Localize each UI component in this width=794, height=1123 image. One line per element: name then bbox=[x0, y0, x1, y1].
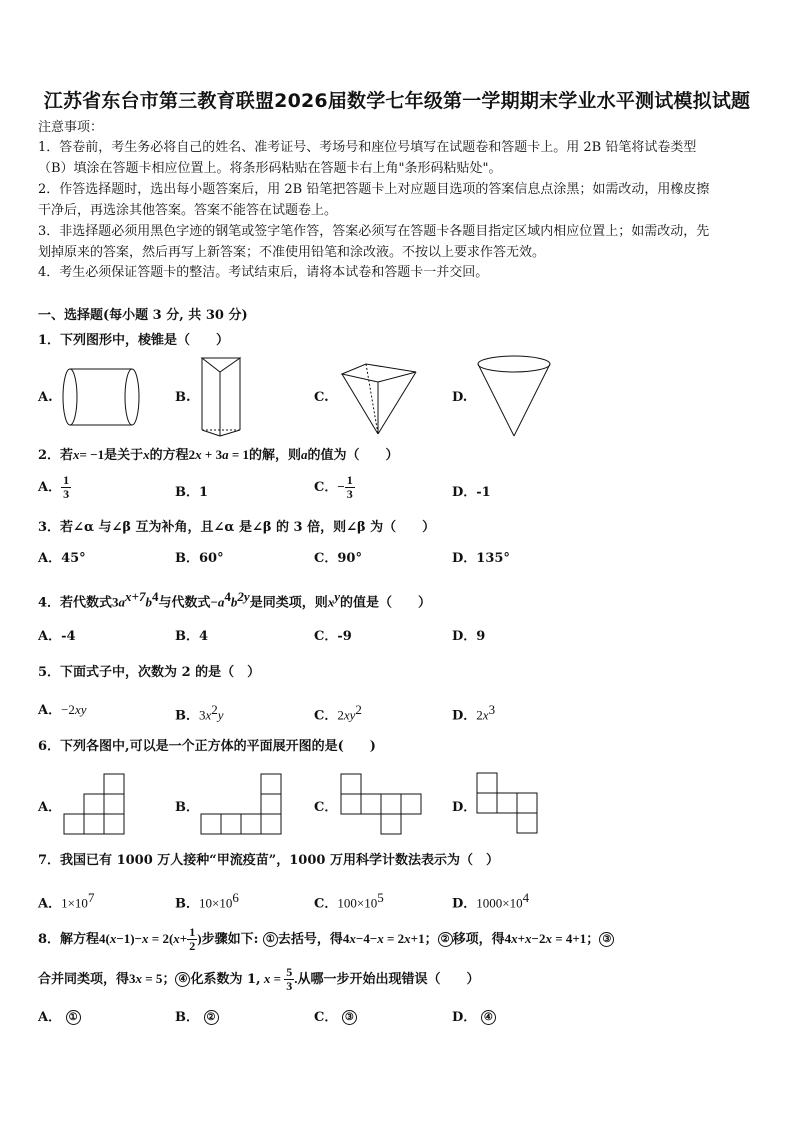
q2-option-b: B．1 bbox=[175, 485, 209, 500]
q2-p3: 的方程 bbox=[149, 448, 189, 463]
q1-option-c-label: C. bbox=[314, 390, 329, 405]
q8-l2b: ； bbox=[162, 972, 176, 987]
q8-b-circle: ② bbox=[204, 1010, 219, 1025]
q8-b-label: B． bbox=[175, 1010, 199, 1025]
q2-option-a bbox=[38, 474, 71, 501]
q5-option-b: B．$3x^2y$ bbox=[175, 702, 224, 724]
q3-option-a: A．45° bbox=[38, 551, 86, 566]
q8-l2d: 从哪一步开始出现错误（ ） bbox=[297, 972, 480, 987]
q8-p6: ； bbox=[586, 932, 600, 947]
q8-c-circle: ③ bbox=[342, 1010, 357, 1025]
q8-line-1: 8．解方程4(x−1)−x = 2(x+ $\frac{1}{2}$ )步骤如下: ① 去括号，得4x−4−x = 2x+1； ② 移项，得4x+x−2x = 4+1； ③ bbox=[38, 926, 614, 953]
notice-line-4: 干净后，再选涂其他答案。答案不能答在试题卷上。 bbox=[38, 203, 338, 218]
q8-l2c: 化系数为 1, bbox=[190, 972, 261, 987]
q8-p4: ； bbox=[424, 932, 438, 947]
q5-b-label: B． bbox=[175, 708, 199, 724]
q1-cylinder-figure bbox=[60, 365, 145, 430]
q2-eq: = −1 bbox=[79, 447, 105, 462]
q8-circle-2: ② bbox=[438, 932, 453, 947]
q6-net-c-figure bbox=[341, 774, 426, 836]
q8-l2a: 合并同类项，得 bbox=[38, 972, 130, 987]
q5-d-label: D． bbox=[452, 708, 477, 724]
q7-b-label: B． bbox=[175, 896, 199, 912]
q2-eq2c: = 1 bbox=[228, 447, 249, 462]
q8-d-circle: ④ bbox=[481, 1010, 496, 1025]
q2-c-sign: − bbox=[337, 479, 345, 494]
q4-stem: 4．若代数式$3a^{x+7}b^4$与代数式$-a^4b^{2y}$是同类项，则$x^y$的值是（ ） bbox=[38, 589, 431, 611]
q6-option-b-label: B． bbox=[175, 800, 199, 815]
q7-option-b: B．$10\times 10^6$ bbox=[175, 890, 239, 912]
q1-stem: 1．下列图形中，棱锥是（ ） bbox=[38, 333, 230, 348]
q4-p3: 是同类项，则 bbox=[249, 595, 328, 611]
q6-option-c-label: C． bbox=[314, 800, 338, 815]
q2-var-x2: x bbox=[143, 447, 150, 462]
q8-option-a bbox=[38, 1008, 81, 1028]
q1-prism-figure bbox=[198, 352, 268, 437]
q2-p2: 是关于 bbox=[104, 448, 144, 463]
q2-var-x: x bbox=[73, 447, 80, 462]
q2-a-label: A． bbox=[38, 480, 62, 495]
q7-stem: 7．我国已有 1000 万人接种“甲流疫苗”，1000 万用科学计数法表示为（ ） bbox=[38, 853, 499, 868]
q8-option-c bbox=[314, 1008, 357, 1028]
q4-p1: 4．若代数式 bbox=[38, 595, 113, 611]
q2-option-d: D．-1 bbox=[452, 485, 491, 500]
q8-p5: 移项，得 bbox=[452, 932, 505, 947]
q5-a-label: A． bbox=[38, 703, 62, 718]
q1-option-b-label: B. bbox=[175, 390, 191, 405]
q5-stem: 5．下面式子中，次数为 2 的是（ ） bbox=[38, 665, 261, 680]
q2-p5: 的值为（ ） bbox=[307, 448, 399, 463]
q6-net-b-figure bbox=[201, 774, 286, 836]
q8-option-b bbox=[175, 1008, 219, 1028]
q8-p3: 去括号，得 bbox=[277, 932, 343, 947]
q5-c-label: C． bbox=[314, 708, 338, 724]
section-heading: 一、选择题(每小题 3 分, 共 30 分) bbox=[38, 308, 248, 323]
q3-option-b: B．60° bbox=[175, 551, 224, 566]
q4-option-a: A．-4 bbox=[38, 629, 76, 644]
notice-heading: 注意事项： bbox=[38, 120, 104, 135]
notice-line-6: 划掉原来的答案，然后再写上新答案；不准使用铅笔和涂改液。不按以上要求作答无效。 bbox=[38, 245, 546, 260]
q8-d-label: D． bbox=[452, 1010, 477, 1025]
q8-option-d bbox=[452, 1008, 496, 1028]
q2-p4: 的解，则 bbox=[249, 448, 302, 463]
q3-option-c: C．90° bbox=[314, 551, 362, 566]
q8-c-label: C． bbox=[314, 1010, 338, 1025]
q2-stem: 2．若x= −1是关于x的方程2x + 3a = 1的解，则a的值为（ ） bbox=[38, 447, 399, 463]
q2-a-num: 1 bbox=[63, 473, 70, 487]
q8-circle-4: ④ bbox=[175, 972, 190, 987]
q1-cone-figure bbox=[474, 354, 559, 439]
q4-option-d: D．9 bbox=[452, 629, 486, 644]
q2-p1: 2．若 bbox=[38, 448, 74, 463]
q4-p2: 与代数式 bbox=[158, 595, 211, 611]
q7-c-label: C． bbox=[314, 896, 338, 912]
q6-stem: 6．下列各图中,可以是一个正方体的平面展开图的是( ) bbox=[38, 739, 376, 754]
notice-line-2: （B）填涂在答题卡相应位置上。将条形码粘贴在答题卡右上角"条形码粘贴处"。 bbox=[38, 161, 502, 176]
notice-line-5: 3．非选择题必须用黑色字迹的钢笔或签字笔作答，答案必须写在答题卡各题目指定区域内相应位置上；如需改动，先 bbox=[38, 224, 710, 239]
q4-option-b: B．4 bbox=[175, 629, 209, 644]
q8-a-label: A． bbox=[38, 1010, 62, 1025]
page-title: 江苏省东台市第三教育联盟2026届数学七年级第一学期期末学业水平测试模拟试题 bbox=[43, 90, 751, 112]
q7-option-d: D．$1000\times 10^4$ bbox=[452, 890, 530, 912]
q8-circle-1: ① bbox=[263, 932, 278, 947]
q5-option-a: A．−2xy bbox=[38, 702, 87, 718]
q7-d-label: D． bbox=[452, 896, 477, 912]
q2-a-den: 3 bbox=[63, 487, 70, 501]
q2-option-c bbox=[314, 474, 355, 501]
q8-circle-3: ③ bbox=[599, 932, 614, 947]
q8-p1: 8．解方程 bbox=[38, 932, 100, 947]
q8-a-circle: ① bbox=[66, 1010, 81, 1025]
q6-option-d-label: D． bbox=[452, 800, 477, 815]
q6-net-a-figure bbox=[64, 774, 129, 836]
q2-c-den: 3 bbox=[346, 487, 353, 501]
notice-line-3: 2．作答选择题时，选出每小题答案后，用 2B 铅笔把答题卡上对应题目选项的答案信息点涂黑；如需改动，用橡皮擦 bbox=[38, 182, 710, 197]
q1-pyramid-figure bbox=[338, 358, 423, 438]
q5-option-d: D．$2x^3$ bbox=[452, 702, 496, 724]
q7-option-c: C．$100\times 10^5$ bbox=[314, 890, 384, 912]
q4-p4: 的值是（ ） bbox=[339, 595, 431, 611]
q1-option-d-label: D. bbox=[452, 390, 468, 405]
q5-option-c: C．$2xy^2$ bbox=[314, 702, 362, 724]
q1-option-a-label: A. bbox=[38, 390, 53, 405]
q2-c-num: 1 bbox=[346, 473, 353, 487]
q3-option-d: D．135° bbox=[452, 551, 510, 566]
q8-p2: 步骤如下: bbox=[201, 932, 263, 947]
q7-option-a: A．$1\times 10^7$ bbox=[38, 890, 95, 912]
notice-line-1: 1．答卷前，考生务必将自己的姓名、准考证号、考场号和座位号填写在试题卷和答题卡上。用 2B 铅笔将试卷类型 bbox=[38, 140, 697, 155]
q2-eq2a: 2 bbox=[188, 447, 196, 462]
q8-line-2: 合并同类项，得3x = 5； ④ 化系数为 1, x = $\frac{5}{3}$ .从哪一步开始出现错误（ ） bbox=[38, 965, 480, 993]
notice-line-7: 4．考生必须保证答题卡的整洁。考试结束后，请将本试卷和答题卡一并交回。 bbox=[38, 265, 489, 280]
q3-stem: 3．若∠α 与∠β 互为补角，且∠α 是∠β 的 3 倍，则∠β 为（ ） bbox=[38, 520, 436, 535]
q6-net-d-figure bbox=[477, 773, 542, 835]
q4-option-c: C．-9 bbox=[314, 629, 352, 644]
q2-c-label: C． bbox=[314, 480, 338, 495]
q6-option-a-label: A． bbox=[38, 800, 62, 815]
q2-eq2b: + 3 bbox=[201, 447, 223, 462]
q7-a-label: A． bbox=[38, 896, 62, 912]
